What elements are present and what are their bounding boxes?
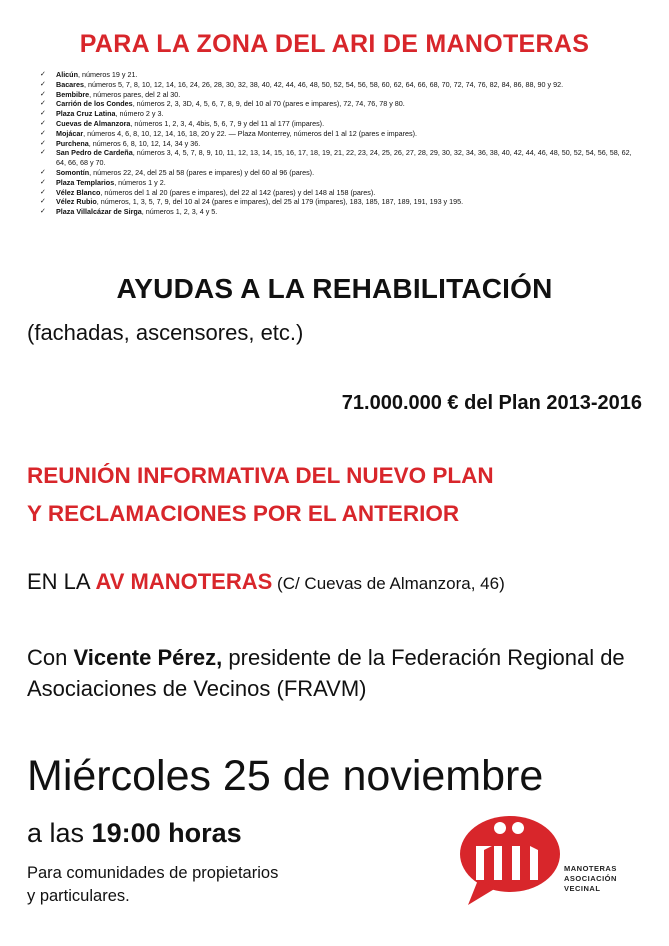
venue-line: [27, 569, 505, 595]
street-detail: , números 5, 7, 8, 10, 12, 14, 16, 24, 26, 28, 30, 32, 38, 40, 42, 44, 46, 48, 50, 52, 54, 56, 58, 60, 62, 64, 66, 68, 70, 72, 74, 76, 82, 84, 86, 88, 90 y 92.: [83, 79, 564, 89]
list-item: [40, 119, 640, 129]
street-name: Plaza Cruz Latina: [56, 109, 116, 119]
event-time-prefix: a las: [27, 818, 92, 848]
street-name: Carrión de los Condes: [56, 99, 133, 109]
audience-line1: Para comunidades de propietarios: [27, 864, 279, 882]
check-icon: ✓: [40, 149, 46, 157]
check-icon: ✓: [40, 80, 46, 88]
logo-line1: MANOTERAS: [564, 864, 617, 873]
check-icon: ✓: [40, 208, 46, 216]
street-name: Plaza Templarios: [56, 177, 115, 187]
event-date: Miércoles 25 de noviembre: [27, 752, 544, 800]
list-item: [40, 70, 640, 80]
list-item: [40, 109, 640, 119]
check-icon: ✓: [40, 129, 46, 137]
street-detail: , números 22, 24, del 25 al 58 (pares e impares) y del 60 al 96 (pares).: [89, 167, 315, 177]
check-icon: ✓: [40, 139, 46, 147]
audience-line2: y particulares.: [27, 887, 130, 905]
street-name: Somontín: [56, 167, 90, 177]
list-item: [40, 90, 640, 100]
street-name: Plaza Villalcázar de Sirga: [56, 207, 142, 217]
meeting-heading-line2: Y RECLAMACIONES POR EL ANTERIOR: [27, 501, 460, 526]
audience-note: [27, 862, 367, 908]
speaker-prefix: Con: [27, 645, 74, 670]
street-detail: , números del 1 al 20 (pares e impares), del 22 al 142 (pares) y del 148 al 158 (pares).: [100, 187, 376, 197]
street-name: Alicún: [56, 70, 78, 79]
event-time-value: 19:00 horas: [91, 818, 242, 848]
check-icon: ✓: [40, 119, 46, 127]
venue-address: (C/ Cuevas de Almanzora, 46): [272, 574, 505, 593]
page-title: PARA LA ZONA DEL ARI DE MANOTERAS: [79, 30, 590, 58]
list-item: [40, 207, 640, 217]
list-item: [40, 197, 640, 207]
plan-amount: 71.000.000 € del Plan 2013-2016: [341, 392, 642, 414]
street-detail: , números, 1, 3, 5, 7, 9, del 10 al 24 (pares e impares), del 25 al 179 (impares), 183, 185, 187, 189, 191, 193 y 195.: [96, 197, 464, 207]
list-item: [40, 188, 640, 198]
speaker-role: presidente de la Federación Regional de Asociaciones de Vecinos (FRAVM): [27, 645, 625, 701]
venue-name: AV MANOTERAS: [95, 569, 273, 594]
street-detail: , números 2, 3, 3D, 4, 5, 6, 7, 8, 9, del 10 al 70 (pares e impares), 72, 74, 76, 78 y 80.: [132, 99, 405, 109]
list-item: [40, 99, 640, 109]
manoteras-logo-icon: [458, 810, 568, 910]
event-time: [27, 818, 242, 849]
street-name: Vélez Rubio: [56, 197, 97, 207]
street-name: Bembibre: [56, 89, 90, 99]
logo-line3: VECINAL: [564, 884, 601, 893]
street-detail: , números 1, 2, 3, 4, 4bis, 5, 6, 7, 9 y del 11 al 177 (impares).: [130, 118, 325, 128]
street-name: Bacares: [56, 79, 84, 89]
check-icon: ✓: [40, 110, 46, 118]
check-icon: ✓: [40, 71, 46, 78]
check-icon: ✓: [40, 168, 46, 176]
check-icon: ✓: [40, 198, 46, 206]
street-name: Cuevas de Almanzora: [56, 118, 131, 128]
check-icon: ✓: [40, 188, 46, 196]
street-detail: , número 2 y 3.: [115, 109, 164, 119]
street-detail: , números 3, 4, 5, 7, 8, 9, 10, 11, 12, 13, 14, 15, 16, 17, 18, 19, 21, 22, 23, 24, 25, 26, 27, 28, 29, 30, 32, 34, 36, 38, 40, 42, 44, 46, 48, 50, 52, 54, 56, 58, 62, 64, 66, 68 y 70.: [56, 148, 632, 168]
check-icon: ✓: [40, 178, 46, 186]
street-name: Vélez Blanco: [56, 187, 101, 197]
ayudas-subheading: (fachadas, ascensores, etc.): [27, 320, 304, 345]
check-icon: ✓: [40, 100, 46, 108]
meeting-heading: [27, 457, 494, 533]
street-detail: , números 19 y 21.: [77, 70, 138, 79]
venue-prefix: EN LA: [27, 569, 96, 594]
check-icon: ✓: [40, 90, 46, 98]
street-name: Purchena: [56, 138, 89, 148]
street-detail: , números 4, 6, 8, 10, 12, 14, 16, 18, 20 y 22. — Plaza Monterrey, números del 1 al 12 (pares e impares).: [83, 128, 418, 138]
list-item: [40, 139, 640, 149]
list-item: [40, 129, 640, 139]
association-logo: [458, 810, 658, 910]
street-name: Mojácar: [56, 128, 84, 138]
speaker-line: [27, 642, 647, 704]
list-item: [40, 80, 640, 90]
list-item: [40, 178, 640, 188]
street-name: San Pedro de Cardeña: [56, 148, 133, 158]
meeting-heading-line1: REUNIÓN INFORMATIVA DEL NUEVO PLAN: [27, 463, 494, 488]
logo-line2: ASOCIACIÓN: [564, 874, 617, 883]
street-list: [40, 70, 640, 217]
list-item: [40, 148, 640, 168]
street-detail: , números pares, del 2 al 30.: [89, 89, 181, 99]
street-detail: , números 6, 8, 10, 12, 14, 34 y 36.: [88, 138, 201, 148]
list-item: [40, 168, 640, 178]
street-detail: , números 1 y 2.: [114, 177, 166, 187]
logo-text: [564, 864, 617, 894]
ayudas-heading: AYUDAS A LA REHABILITACIÓN: [116, 273, 553, 304]
street-detail: , números 1, 2, 3, 4 y 5.: [141, 207, 218, 217]
speaker-name: Vicente Pérez,: [73, 645, 223, 670]
